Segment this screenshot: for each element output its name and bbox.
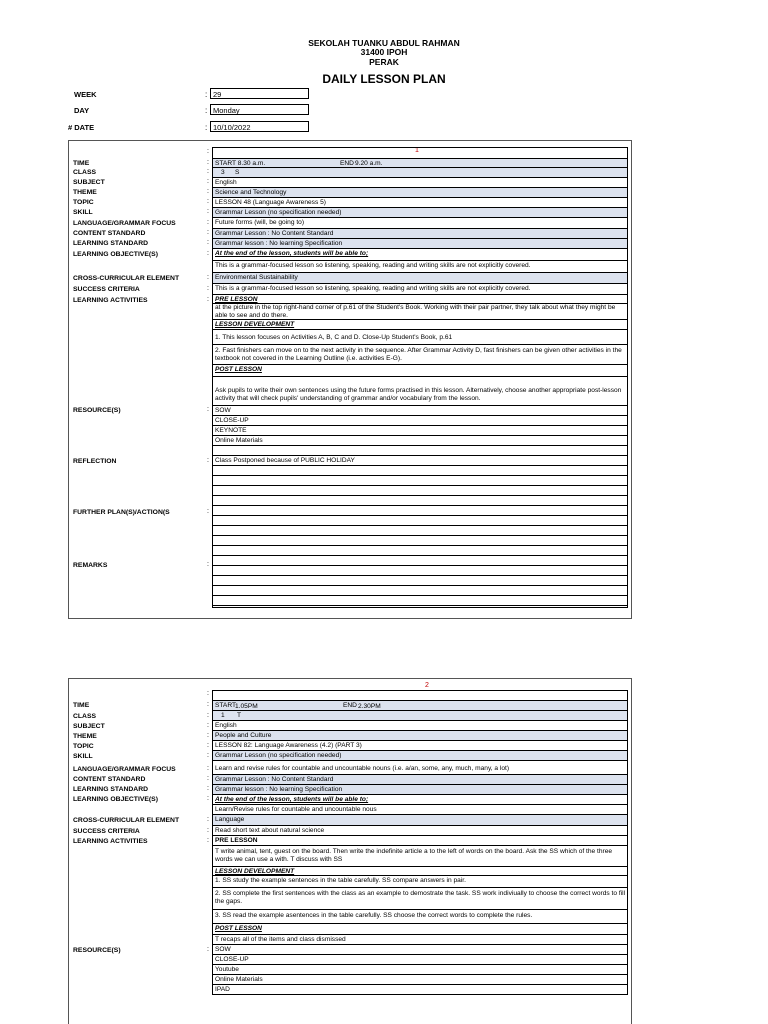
end-label: END [340, 160, 354, 167]
development-text: LESSON DEVELOPMENT [215, 868, 295, 875]
objective-intro [212, 249, 628, 261]
colon: : [207, 701, 209, 708]
resource-item[interactable]: Youtube [212, 965, 628, 975]
remarks-blank[interactable] [212, 586, 628, 596]
learning-activities-label: LEARNING ACTIVITIES [73, 297, 148, 304]
pre-lesson-heading [212, 295, 628, 304]
further-plan-cell[interactable] [212, 506, 628, 516]
colon: : [207, 690, 209, 697]
post-lesson-heading [212, 365, 628, 377]
language-focus-label: LANGUAGE/GRAMMAR FOCUS [73, 766, 176, 773]
colon: : [207, 742, 209, 749]
resource-item[interactable]: Online Materials [212, 436, 628, 446]
pre-lesson-text: PRE LESSON [215, 296, 258, 303]
pre-lesson-text: PRE LESSON [215, 837, 258, 844]
colon: : [207, 274, 209, 281]
colon: : [207, 816, 209, 823]
colon: : [207, 198, 209, 205]
success-criteria-cell[interactable]: This is a grammar-focused lesson so listening, speaking, reading and writing skills are not explicitly covered. [212, 284, 628, 295]
resource-item[interactable]: KEYNOTE [212, 426, 628, 436]
objective-cell[interactable]: Learn/Revise rules for countable and uncountable nous [212, 805, 628, 815]
development-step-1[interactable]: 1. This lesson focuses on Activities A, B, C and D. Close-Up Student's Book, p.61 [212, 330, 628, 345]
lesson-number: 1 [415, 147, 419, 154]
theme-label: THEME [73, 189, 97, 196]
class-name[interactable]: T [237, 712, 242, 719]
colon: : [207, 229, 209, 236]
day-field[interactable]: Monday [210, 104, 309, 115]
start-time[interactable]: 1.05PM [235, 703, 258, 710]
end-time[interactable]: 9.20 a.m. [355, 160, 383, 167]
development-step-2[interactable]: 2. Fast finishers can move on to the next activity in the sequence. After Grammar Activity D, fast finishers can be given other activities in the textbook not covered in the Learning Outline (i.e. activities E-G). [212, 345, 628, 365]
colon: : [207, 178, 209, 185]
development-heading [212, 320, 628, 330]
colon: : [207, 285, 209, 292]
content-standard-cell[interactable]: Grammar Lesson : No Content Standard [212, 229, 628, 239]
content-standard-cell[interactable]: Grammar Lesson : No Content Standard [212, 775, 628, 785]
content-standard-label: CONTENT STANDARD [73, 230, 146, 237]
colon: : [205, 90, 208, 99]
colon: : [207, 159, 209, 166]
reflection-blank[interactable] [212, 496, 628, 506]
colon: : [207, 752, 209, 759]
post-lesson-text: POST LESSON [215, 366, 262, 373]
colon: : [207, 785, 209, 792]
subject-label: SUBJECT [73, 179, 105, 186]
colon: : [207, 722, 209, 729]
language-focus-cell[interactable]: Learn and revise rules for countable and uncountable nouns (i.e. a/an, some, any, much, many, a lot) [212, 761, 628, 775]
class-cell [212, 711, 628, 721]
colon: : [207, 508, 209, 515]
resource-item[interactable]: IPAD [212, 985, 628, 995]
colon: : [207, 775, 209, 782]
end-label: END [343, 702, 357, 709]
topic-label: TOPIC [73, 743, 94, 750]
further-plan-blank[interactable] [212, 516, 628, 526]
colon: : [207, 457, 209, 464]
colon: : [207, 732, 209, 739]
colon: : [207, 208, 209, 215]
class-label: CLASS [73, 713, 97, 720]
colon: : [207, 148, 209, 155]
learning-standard-label: LEARNING STANDARD [73, 786, 149, 793]
colon: : [207, 219, 209, 226]
school-name: SEKOLAH TUANKU ABDUL RAHMAN [308, 38, 460, 48]
topic-cell[interactable]: LESSON 82: Language Awareness (4.2) (PART 3) [212, 741, 628, 751]
resource-item[interactable]: Online Materials [212, 975, 628, 985]
colon: : [207, 250, 209, 257]
colon: : [207, 406, 209, 413]
resource-item[interactable]: CLOSE-UP [212, 955, 628, 965]
class-year[interactable]: 3 [221, 169, 225, 176]
plan-title: DAILY LESSON PLAN [322, 72, 446, 86]
remarks-blank[interactable] [212, 576, 628, 586]
date-label: # DATE [68, 123, 95, 132]
learning-activities-label: LEARNING ACTIVITIES [73, 838, 148, 845]
subject-cell[interactable]: English [212, 178, 628, 188]
objective-intro [212, 795, 628, 805]
learning-standard-cell[interactable]: Grammar lesson : No learning Specification [212, 239, 628, 249]
pre-lesson-heading [212, 836, 628, 846]
reflection-cell[interactable]: Class Postponed because of PUBLIC HOLIDAY [212, 456, 628, 466]
colon: : [207, 827, 209, 834]
objective-intro-text: At the end of the lesson, students will be able to; [215, 796, 369, 803]
day-label: DAY [74, 106, 90, 115]
learning-objectives-label: LEARNING OBJECTIVE(S) [73, 796, 158, 803]
class-cell [212, 168, 628, 178]
colon: : [207, 239, 209, 246]
post-lesson-text: POST LESSON [215, 925, 262, 932]
further-plan-blank[interactable] [212, 536, 628, 546]
theme-cell[interactable]: People and Culture [212, 731, 628, 741]
resource-blank[interactable] [212, 446, 628, 456]
reflection-label: REFLECTION [73, 458, 117, 465]
learning-standard-label: LEARNING STANDARD [73, 240, 149, 247]
content-standard-label: CONTENT STANDARD [73, 776, 146, 783]
remarks-label: REMARKS [73, 562, 108, 569]
theme-label: THEME [73, 733, 97, 740]
colon: : [205, 123, 208, 132]
colon: : [207, 188, 209, 195]
skill-cell[interactable]: Grammar Lesson (no specification needed) [212, 208, 628, 218]
cross-curricular-label: CROSS-CURRICULAR ELEMENT [73, 817, 180, 824]
week-field[interactable]: 29 [210, 88, 309, 99]
success-criteria-label: SUCCESS CRITERIA [73, 286, 140, 293]
success-criteria-cell[interactable]: Read short text about natural science [212, 826, 628, 836]
remarks-cell[interactable] [212, 566, 628, 576]
learning-objectives-label: LEARNING OBJECTIVE(S) [73, 251, 158, 258]
colon: : [207, 296, 209, 303]
colon: : [207, 795, 209, 802]
lesson-2-table [68, 678, 632, 1024]
theme-cell[interactable]: Science and Technology [212, 188, 628, 198]
reflection-blank[interactable] [212, 486, 628, 496]
further-plan-blank[interactable] [212, 556, 628, 566]
subject-cell[interactable]: English [212, 721, 628, 731]
colon: : [205, 106, 208, 115]
start-label: START [215, 160, 236, 167]
lesson-number: 2 [425, 682, 429, 689]
cross-curricular-cell[interactable]: Environmental Sustainability [212, 273, 628, 284]
date-field[interactable]: 10/10/2022 [210, 121, 309, 132]
development-text: LESSON DEVELOPMENT [215, 321, 295, 328]
week-label: WEEK [74, 90, 97, 99]
topic-label: TOPIC [73, 199, 94, 206]
start-label: START [215, 702, 237, 709]
school-postcode: 31400 IPOH [360, 47, 408, 57]
development-step-3[interactable]: 3. SS read the example asentences in the table carefully. SS choose the correct words to complete the rules. [212, 910, 628, 924]
resource-item[interactable]: SOW [212, 406, 628, 416]
objective-intro-text: At the end of the lesson, students will be able to; [215, 250, 369, 257]
class-label: CLASS [73, 169, 97, 176]
time-label: TIME [73, 702, 90, 709]
class-year[interactable]: 1 [221, 712, 225, 719]
further-plan-label: FURTHER PLAN(S)/ACTION(S [73, 509, 170, 516]
skill-cell[interactable]: Grammar Lesson (no specification needed) [212, 751, 628, 761]
success-criteria-label: SUCCESS CRITERIA [73, 828, 140, 835]
pre-lesson-cell[interactable]: T write animal, tent, guest on the board. Then write the indefinite article a to the left of words on the board. Ask the SS which of the three words we can use a with. T discuss with SS [212, 846, 628, 867]
time-cell [212, 700, 628, 711]
objective-cell[interactable]: This is a grammar-focused lesson so listening, speaking, reading and writing skills are not explicitly covered. [212, 261, 628, 273]
further-plan-blank[interactable] [212, 526, 628, 536]
resource-item[interactable]: SOW [212, 945, 628, 955]
development-step-1[interactable]: 1. SS study the example sentences in the table carefully. SS compare answers in pair. [212, 876, 628, 888]
colon: : [207, 712, 209, 719]
reflection-blank[interactable] [212, 476, 628, 486]
subject-label: SUBJECT [73, 723, 105, 730]
resources-label: RESOURCE(S) [73, 407, 121, 414]
colon: : [207, 168, 209, 175]
school-state: PERAK [369, 57, 399, 67]
reflection-blank[interactable] [212, 466, 628, 476]
post-lesson-cell[interactable]: Ask pupils to write their own sentences using the future forms practised in this lesson. Alternatively, choose another appropriate post-lesson activity that will check pupils' understanding of grammar and/or vocabulary from the lesson. [212, 377, 628, 406]
further-plan-blank[interactable] [212, 546, 628, 556]
language-focus-label: LANGUAGE/GRAMMAR FOCUS [73, 220, 176, 227]
cross-curricular-label: CROSS-CURRICULAR ELEMENT [73, 275, 180, 282]
colon: : [207, 837, 209, 844]
cross-curricular-cell[interactable]: Language [212, 815, 628, 826]
post-lesson-cell[interactable]: T recaps all of the items and class dismissed [212, 935, 628, 945]
resources-label: RESOURCE(S) [73, 947, 121, 954]
blank-cell [212, 690, 628, 700]
end-time[interactable]: 2.30PM [358, 703, 381, 710]
class-name[interactable]: S [235, 169, 240, 176]
development-heading [212, 867, 628, 876]
learning-standard-cell[interactable]: Grammar lesson : No learning Specification [212, 785, 628, 795]
time-label: TIME [73, 160, 90, 167]
colon: : [207, 561, 209, 568]
time-cell [212, 158, 628, 168]
topic-cell[interactable]: LESSON 48 (Language Awareness 5) [212, 198, 628, 208]
remarks-blank[interactable] [212, 596, 628, 606]
resource-item[interactable]: CLOSE-UP [212, 416, 628, 426]
post-lesson-heading [212, 924, 628, 935]
remarks-blank[interactable] [212, 606, 628, 608]
start-time[interactable]: 8.30 a.m. [237, 160, 266, 167]
lesson-1-table [68, 140, 632, 619]
skill-label: SKILL [73, 209, 93, 216]
colon: : [207, 946, 209, 953]
colon: : [207, 765, 209, 772]
development-step-2[interactable]: 2. SS complete the first sentences with the class as an example to demostrate the task. SS work indiviually to choose the correct words to fill the gaps. [212, 888, 628, 910]
pre-lesson-cell[interactable]: at the picture in the top right-hand corner of p.61 of the Student's Book. Working with their pair partner, they talk about what they might be able to see and do there. [212, 304, 628, 320]
language-focus-cell[interactable]: Future forms (will, be going to) [212, 218, 628, 229]
skill-label: SKILL [73, 753, 93, 760]
blank-cell [212, 147, 628, 158]
